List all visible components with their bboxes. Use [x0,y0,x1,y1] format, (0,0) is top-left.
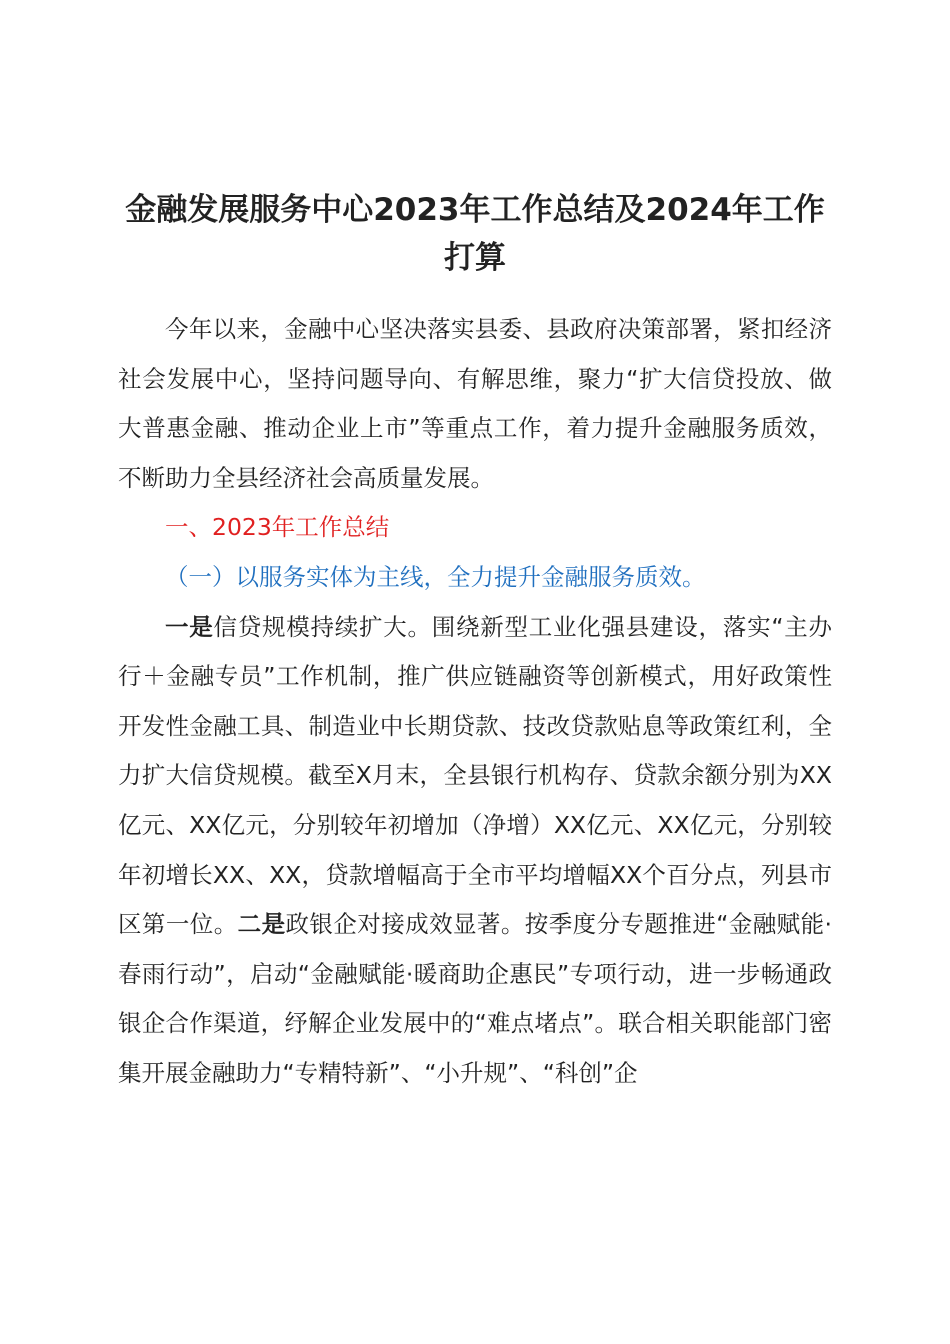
intro-paragraph: 今年以来，金融中心坚决落实县委、县政府决策部署，紧扣经济社会发展中心，坚持问题导向、有解思维，聚力“扩大信贷投放、做大普惠金融、推动企业上市”等重点工作，着力提升金融服务质效，不断助力全县经济社会高质量发展。 [118,315,832,492]
document-title: 金融发展服务中心2023年工作总结及2024年工作打算 [125,192,825,276]
item-lead-one: 一是 [165,612,214,641]
item-text-one: 信贷规模持续扩大。围绕新型工业化强县建设，落实“主办行＋金融专员”工作机制，推广供应链融资等创新模式，用好政策性开发性金融工具、制造业中长期贷款、技改贷款贴息等政策红利，全力扩大信贷规模。截至X月末，全县银行机构存、贷款余额分别为XX亿元、XX亿元，分别较年初增加（净增）XX亿元、XX亿元，分别较年初增长XX、XX，贷款增幅高于全市平均增幅XX个百分点，列县市区第一位。 [118,612,832,939]
item-lead-two: 二是 [237,910,286,939]
body-paragraph [118,603,832,1099]
subsection-heading: （一）以服务实体为主线，全力提升金融服务质效。 [165,562,706,591]
section-heading: 一、2023年工作总结 [165,513,390,542]
document-body [118,305,832,1099]
item-text-two: 政银企对接成效显著。按季度分专题推进“金融赋能·春雨行动”，启动“金融赋能·暖商助企惠民”专项行动，进一步畅通政银企合作渠道，纾解企业发展中的“难点堵点”。联合相关职能部门密集开展金融助力“专精特新”、“小升规”、“科创”企 [118,910,832,1087]
